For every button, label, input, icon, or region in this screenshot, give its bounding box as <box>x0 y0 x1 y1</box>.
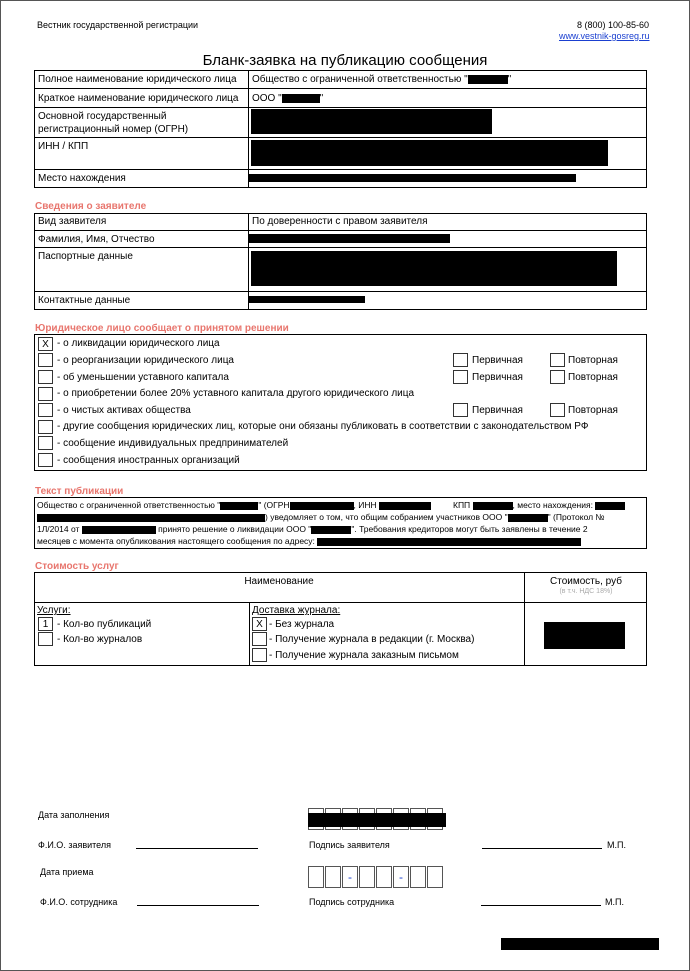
location-redacted <box>248 174 576 182</box>
decision-checkbox-7[interactable] <box>38 436 53 450</box>
decision-label-7: - сообщение индивидуальных предпринимателей <box>57 438 289 449</box>
capital-repeat-checkbox[interactable] <box>550 370 565 384</box>
decision-label-2: - о реорганизации юридического лица <box>57 355 234 366</box>
decision-label-1: - о ликвидации юридического лица <box>57 338 220 349</box>
footer-redacted <box>501 938 659 950</box>
applicant-sign-label: Подпись заявителя <box>309 840 390 850</box>
delivery-checkbox-none[interactable]: X <box>252 617 267 631</box>
applicant-sign-line[interactable] <box>482 848 602 849</box>
applicant-fio-line[interactable] <box>136 848 258 849</box>
phone: 8 (800) 100-85-60 <box>577 20 650 30</box>
assets-repeat-checkbox[interactable] <box>550 403 565 417</box>
passport-redacted <box>251 251 617 286</box>
services-label: Услуги: <box>37 605 71 616</box>
receive-date-label: Дата приема <box>40 867 94 877</box>
decision-label-3: - об уменьшении уставного капитала <box>57 372 229 383</box>
short-name-value: ООО " " <box>252 93 324 104</box>
passport-label: Паспортные данные <box>38 251 133 262</box>
assets-primary-checkbox[interactable] <box>453 403 468 417</box>
date-separator-2: - <box>393 866 409 888</box>
fill-date-redacted <box>308 813 446 827</box>
delivery-label-mail: - Получение журнала заказным письмом <box>269 650 459 661</box>
applicant-fio-label: Ф.И.О. заявителя <box>38 840 111 850</box>
decision-checkbox-4[interactable] <box>38 387 53 401</box>
publication-line-1b: КПП , место нахождения: <box>453 500 625 510</box>
decision-label-4: - о приобретении более 20% уставного капитала другого юридического лица <box>57 388 415 399</box>
reorg-repeat-label: Повторная <box>568 355 618 366</box>
delivery-label-office: - Получение журнала в редакции (г. Москва) <box>269 634 475 645</box>
capital-repeat-label: Повторная <box>568 372 618 383</box>
fio-redacted <box>248 234 450 243</box>
decision-section-title: Юридическое лицо сообщает о принятом решении <box>35 323 289 334</box>
ogrn-redacted <box>251 109 492 134</box>
receive-date-cells[interactable] <box>308 866 448 888</box>
publication-line-1: Общество с ограниченной ответственностью " " (ОГРН , ИНН <box>37 500 431 510</box>
mp-label-1: М.П. <box>607 840 626 850</box>
publication-line-4: месяцев с момента опубликования настоящего сообщения по адресу: <box>37 536 581 546</box>
applicant-type-label: Вид заявителя <box>38 216 107 227</box>
publication-count-box[interactable]: 1 <box>38 617 53 631</box>
employee-sign-line[interactable] <box>481 905 601 906</box>
employee-sign-label: Подпись сотрудника <box>309 897 395 907</box>
journal-count-label: - Кол-во журналов <box>57 634 143 645</box>
ogrn-label: Основной государственный регистрационный номер (ОГРН) <box>38 111 189 135</box>
full-name-label: Полное наименование юридического лица <box>38 74 237 85</box>
assets-primary-label: Первичная <box>472 405 523 416</box>
applicant-section-title: Сведения о заявителе <box>35 201 147 212</box>
date-separator-1: - <box>342 866 358 888</box>
fill-date-label: Дата заполнения <box>38 810 110 820</box>
publisher-name: Вестник государственной регистрации <box>37 20 199 30</box>
reorg-primary-checkbox[interactable] <box>453 353 468 367</box>
location-label: Место нахождения <box>38 173 126 184</box>
assets-repeat-label: Повторная <box>568 405 618 416</box>
decision-checkbox-2[interactable] <box>38 353 53 367</box>
cost-col-cost: Стоимость, руб <box>550 576 622 587</box>
decision-label-8: - сообщения иностранных организаций <box>57 455 240 466</box>
decision-checkbox-3[interactable] <box>38 370 53 384</box>
cost-col-name: Наименование <box>244 576 314 587</box>
fio-label: Фамилия, Имя, Отчество <box>38 234 155 245</box>
contact-redacted <box>249 296 365 303</box>
reorg-repeat-checkbox[interactable] <box>550 353 565 367</box>
full-name-value: Общество с ограниченной ответственностью " " <box>252 74 512 85</box>
reorg-primary-label: Первичная <box>472 355 523 366</box>
cost-value-redacted <box>544 622 625 649</box>
publication-count-label: - Кол-во публикаций <box>57 619 152 630</box>
decision-checkbox-5[interactable] <box>38 403 53 417</box>
decision-label-5: - о чистых активах общества <box>57 405 191 416</box>
short-name-label: Краткое наименование юридического лица <box>38 93 239 104</box>
publication-line-3: 1Л/2014 от принято решение о ликвидации ООО " ". Требования кредиторов могут быть заявлены в течение 2 <box>37 524 588 534</box>
cost-section-title: Стоимость услуг <box>35 561 119 572</box>
capital-primary-checkbox[interactable] <box>453 370 468 384</box>
inn-label: ИНН / КПП <box>38 141 89 152</box>
website-link[interactable]: www.vestnik-gosreg.ru <box>559 31 650 41</box>
vat-note: (в т.ч. НДС 18%) <box>559 588 613 595</box>
mp-label-2: М.П. <box>605 897 624 907</box>
delivery-checkbox-office[interactable] <box>252 632 267 646</box>
delivery-label: Доставка журнала: <box>252 605 341 616</box>
contact-label: Контактные данные <box>38 295 131 306</box>
delivery-label-none: - Без журнала <box>269 619 335 630</box>
decision-checkbox-1[interactable]: X <box>38 337 53 351</box>
delivery-checkbox-mail[interactable] <box>252 648 267 662</box>
applicant-type-value: По доверенности с правом заявителя <box>252 216 428 227</box>
inn-redacted <box>251 140 608 166</box>
employee-fio-line[interactable] <box>137 905 259 906</box>
decision-label-6: - другие сообщения юридических лиц, которые они обязаны публиковать в соответствии с законодательством РФ <box>57 421 589 432</box>
employee-fio-label: Ф.И.О. сотрудника <box>40 897 118 907</box>
capital-primary-label: Первичная <box>472 372 523 383</box>
journal-count-box[interactable] <box>38 632 53 646</box>
publication-section-title: Текст публикации <box>35 486 124 497</box>
decision-checkbox-8[interactable] <box>38 453 53 467</box>
page-title: Бланк-заявка на публикацию сообщения <box>202 52 488 69</box>
decision-checkbox-6[interactable] <box>38 420 53 434</box>
publication-line-2: ) уведомляет о том, что общим собранием участников ООО " " (Протокол № <box>37 512 605 522</box>
